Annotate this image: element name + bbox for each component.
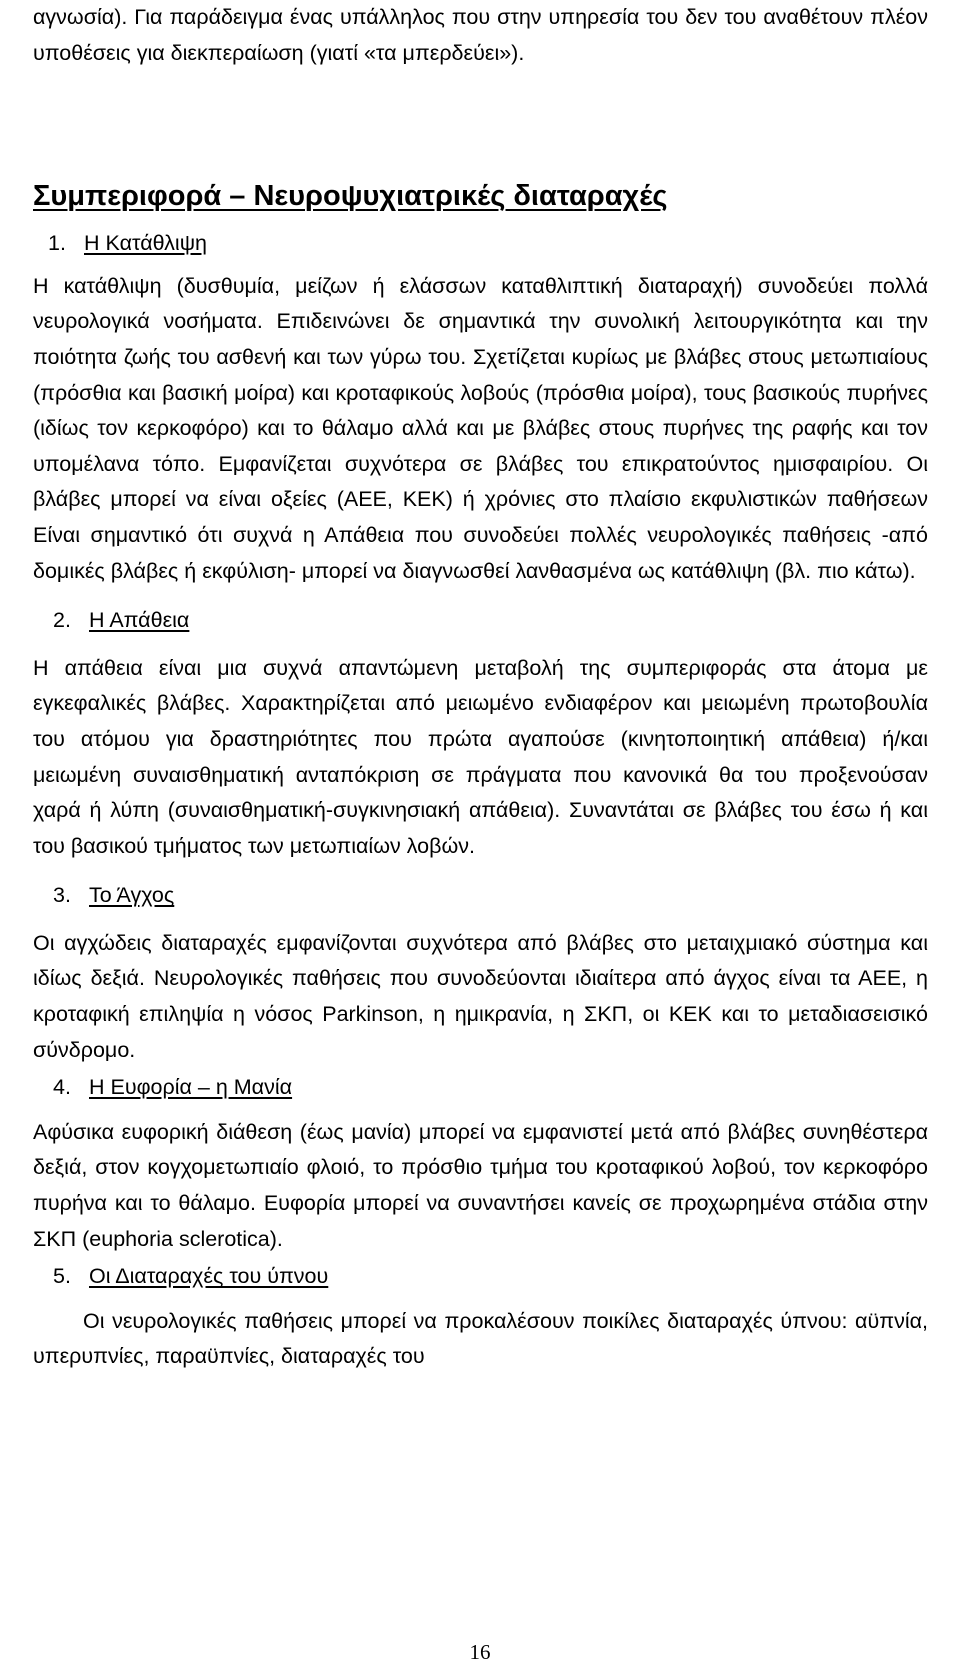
page-number: 16 xyxy=(469,1640,491,1664)
page-content xyxy=(33,0,928,1375)
subsection-heading-sleep xyxy=(53,1259,928,1295)
subsection-title: Η Κατάθλιψη xyxy=(84,231,207,256)
subsection-number: 4. xyxy=(53,1075,71,1100)
paragraph-apathy: Η απάθεια είναι μια συχνά απαντώμενη μεταβολή της συμπεριφοράς στα άτομα με εγκεφαλικές βλάβες. Χαρακτηρίζεται από μειωμένο ενδιαφέρον και μειωμένη πρωτοβουλία του ατόμου για δραστηριότητες που πρώτα αγαπούσε (κινητοποιητική απάθεια) ή/και μειωμένη συναισθηματική ανταπόκριση σε πράγματα που κανονικά θα του προξενούσαν χαρά ή λύπη (συναισθηματική-συγκινησιακή απάθεια). Συναντάται σε βλάβες του έσω ή και του βασικού τμήματος των μετωπιαίων λοβών. xyxy=(33,655,928,858)
subsection-title: Η Ευφορία – η Μανία xyxy=(89,1075,293,1100)
subsection-number: 1. xyxy=(48,231,66,256)
subsection-number: 3. xyxy=(53,883,71,908)
section-heading: Συμπεριφορά – Νευροψυχιατρικές διαταραχές xyxy=(33,180,668,213)
paragraph-euphoria: Αφύσικα ευφορική διάθεση (έως μανία) μπορεί να εμφανιστεί μετά από βλάβες συνηθέστερα δεξιά, στον κογχομετωπιαίο φλοιό, το πρόσθιο τμήμα του κροταφικού λοβού, τον κερκοφόρο πυρήνα και το θάλαμο. Ευφορία μπορεί να συναντήσει κανείς σε προχωρημένα στάδια στην ΣΚΠ (euphoria sclerotica). xyxy=(33,1119,928,1251)
subsection-heading-depression xyxy=(48,226,928,262)
paragraph-anxiety: Οι αγχώδεις διαταραχές εμφανίζονται συχνότερα από βλάβες στο μεταιχμιακό σύστημα και ιδίως δεξιά. Νευρολογικές παθήσεις που συνοδεύονται ιδιαίτερα από άγχος είναι τα ΑΕΕ, η κροταφική επιληψία η νόσος Parkinson, η ημικρανία, η ΣΚΠ, οι ΚΕΚ και το μεταδιασεισικό σύνδρομο. xyxy=(33,930,928,1062)
subsection-title: Οι Διαταραχές του ύπνου xyxy=(89,1264,329,1289)
intro-paragraph: αγνωσία). Για παράδειγμα ένας υπάλληλος που στην υπηρεσία του δεν του αναθέτουν πλέον υποθέσεις για διεκπεραίωση (γιατί «τα μπερδεύει»). xyxy=(33,5,928,65)
subsection-heading-apathy xyxy=(53,603,928,639)
subsection-heading-euphoria xyxy=(53,1070,928,1106)
subsection-heading-anxiety xyxy=(53,878,928,914)
paragraph-sleep: Οι νευρολογικές παθήσεις μπορεί να προκαλέσουν ποικίλες διαταραχές ύπνου: αϋπνία, υπερυπνίες, παραϋπνίες, διαταραχές του xyxy=(33,1308,928,1369)
subsection-number: 5. xyxy=(53,1264,71,1289)
subsection-number: 2. xyxy=(53,608,71,633)
subsection-title: Η Απάθεια xyxy=(89,608,190,633)
paragraph-depression: Η κατάθλιψη (δυσθυμία, μείζων ή ελάσσων καταθλιπτική διαταραχή) συνοδεύει πολλά νευρολογικά νοσήματα. Επιδεινώνει δε σημαντικά την συνολική λειτουργικότητα και την ποιότητα ζωής του ασθενή και των γύρω του. Σχετίζεται κυρίως με βλάβες στους μετωπιαίους (πρόσθια και βασική μοίρα) και κροταφικούς λοβούς (πρόσθια μοίρα), τους βασικούς πυρήνες (ιδίως τον κερκοφόρο) και το θάλαμο αλλά και με βλάβες στους πυρήνες της ραφής και τον υπομέλανα τόπο. Εμφανίζεται συχνότερα σε βλάβες του επικρατούντος ημισφαιρίου. Οι βλάβες μπορεί να είναι οξείες (ΑΕΕ, ΚΕΚ) ή χρόνιες στο πλαίσιο εκφυλιστικών παθήσεων Είναι σημαντικό ότι συχνά η Απάθεια που συνοδεύει πολλές νευρολογικές παθήσεις -από δομικές βλάβες ή εκφύλιση- μπορεί να διαγνωσθεί λανθασμένα ως κατάθλιψη (βλ. πιο κάτω). xyxy=(33,273,928,583)
subsection-title: Το Άγχος xyxy=(89,883,175,908)
